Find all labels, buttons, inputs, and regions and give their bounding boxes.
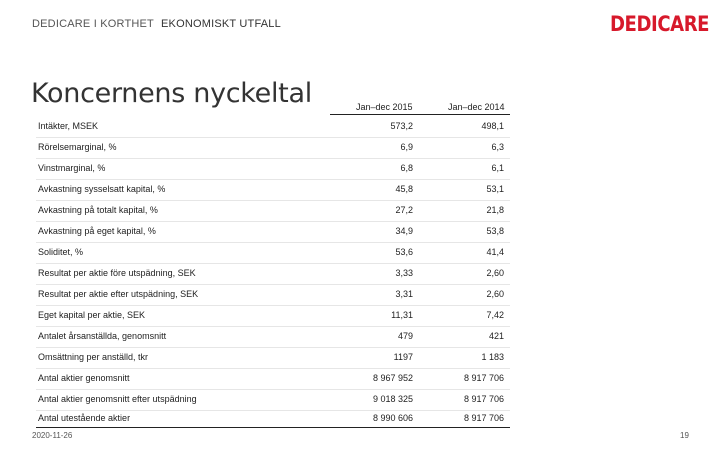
row-label: Rörelsemarginal, % [38,142,117,152]
value-2015: 3,33 [395,268,413,278]
row-label: Avkastning sysselsatt kapital, % [38,184,166,194]
row-label: Antal aktier genomsnitt [38,373,130,383]
row-divider [36,179,510,180]
table-row [0,373,720,393]
value-2015: 6,8 [400,163,413,173]
value-2014: 421 [488,331,504,341]
row-label: Vinstmarginal, % [38,163,106,173]
column-header-2015: Jan–dec 2015 [356,102,413,112]
value-2015: 573,2 [390,121,413,131]
value-2014: 8 917 706 [463,413,504,423]
row-divider [36,158,510,159]
value-2014: 53,1 [486,184,504,194]
row-label: Omsättning per anställd, tkr [38,352,149,362]
row-divider [36,263,510,264]
table-row [0,247,720,267]
table-row [0,289,720,309]
header-company-label: DEDICARE I KORTHET [32,18,154,30]
table-row [0,121,720,141]
row-label: Eget kapital per aktie, SEK [38,310,146,320]
table-row [0,352,720,372]
value-2014: 8 917 706 [463,394,504,404]
row-divider [36,137,510,138]
table-row [0,394,720,414]
value-2015: 8 967 952 [372,373,413,383]
row-divider [36,326,510,327]
value-2015: 53,6 [395,247,413,257]
table-row [0,226,720,246]
value-2015: 8 990 606 [372,413,413,423]
value-2014: 6,1 [491,163,504,173]
row-divider [36,305,510,306]
row-label: Avkastning på totalt kapital, % [38,205,158,215]
row-divider [36,389,510,390]
value-2015: 3,31 [395,289,413,299]
row-label: Antal utestående aktier [38,413,131,423]
value-2014: 2,60 [486,289,504,299]
value-2015: 27,2 [395,205,413,215]
table-row [0,184,720,204]
value-2014: 1 183 [481,352,504,362]
table-row [0,142,720,162]
page-number: 19 [680,431,689,440]
table-row [0,310,720,330]
row-divider [36,368,510,369]
value-2014: 2,60 [486,268,504,278]
row-label: Resultat per aktie före utspädning, SEK [38,268,196,278]
header-divider [330,114,510,115]
value-2015: 479 [397,331,413,341]
row-label: Intäkter, MSEK [38,121,99,131]
row-divider [36,221,510,222]
table-bottom-line [36,427,510,428]
table-row [0,205,720,225]
row-label: Resultat per aktie efter utspädning, SEK [38,289,199,299]
value-2015: 45,8 [395,184,413,194]
row-label: Antalet årsanställda, genomsnitt [38,331,167,341]
footer-date: 2020-11-26 [32,431,73,440]
value-2014: 53,8 [486,226,504,236]
table-row [0,163,720,183]
dedicare-logo: DEDICARE [610,12,710,36]
row-divider [36,242,510,243]
table-row [0,268,720,288]
value-2015: 34,9 [395,226,413,236]
column-header-2014: Jan–dec 2014 [448,102,505,112]
value-2015: 1197 [393,352,413,362]
row-divider [36,284,510,285]
value-2015: 9 018 325 [372,394,413,404]
value-2014: 7,42 [486,310,504,320]
row-divider [36,200,510,201]
row-label: Avkastning på eget kapital, % [38,226,156,236]
row-divider [36,410,510,411]
value-2014: 41,4 [486,247,504,257]
value-2015: 11,31 [391,310,413,320]
value-2014: 498,1 [481,121,504,131]
value-2014: 6,3 [491,142,504,152]
value-2014: 21,8 [486,205,504,215]
row-divider [36,347,510,348]
table-row [0,331,720,351]
header-section-label: EKONOMISKT UTFALL [161,18,281,30]
value-2015: 6,9 [400,142,413,152]
row-label: Antal aktier genomsnitt efter utspädning [38,394,197,404]
page-title: Koncernens nyckeltal [31,78,312,109]
row-label: Soliditet, % [38,247,84,257]
table-row [0,413,720,433]
value-2014: 8 917 706 [463,373,504,383]
